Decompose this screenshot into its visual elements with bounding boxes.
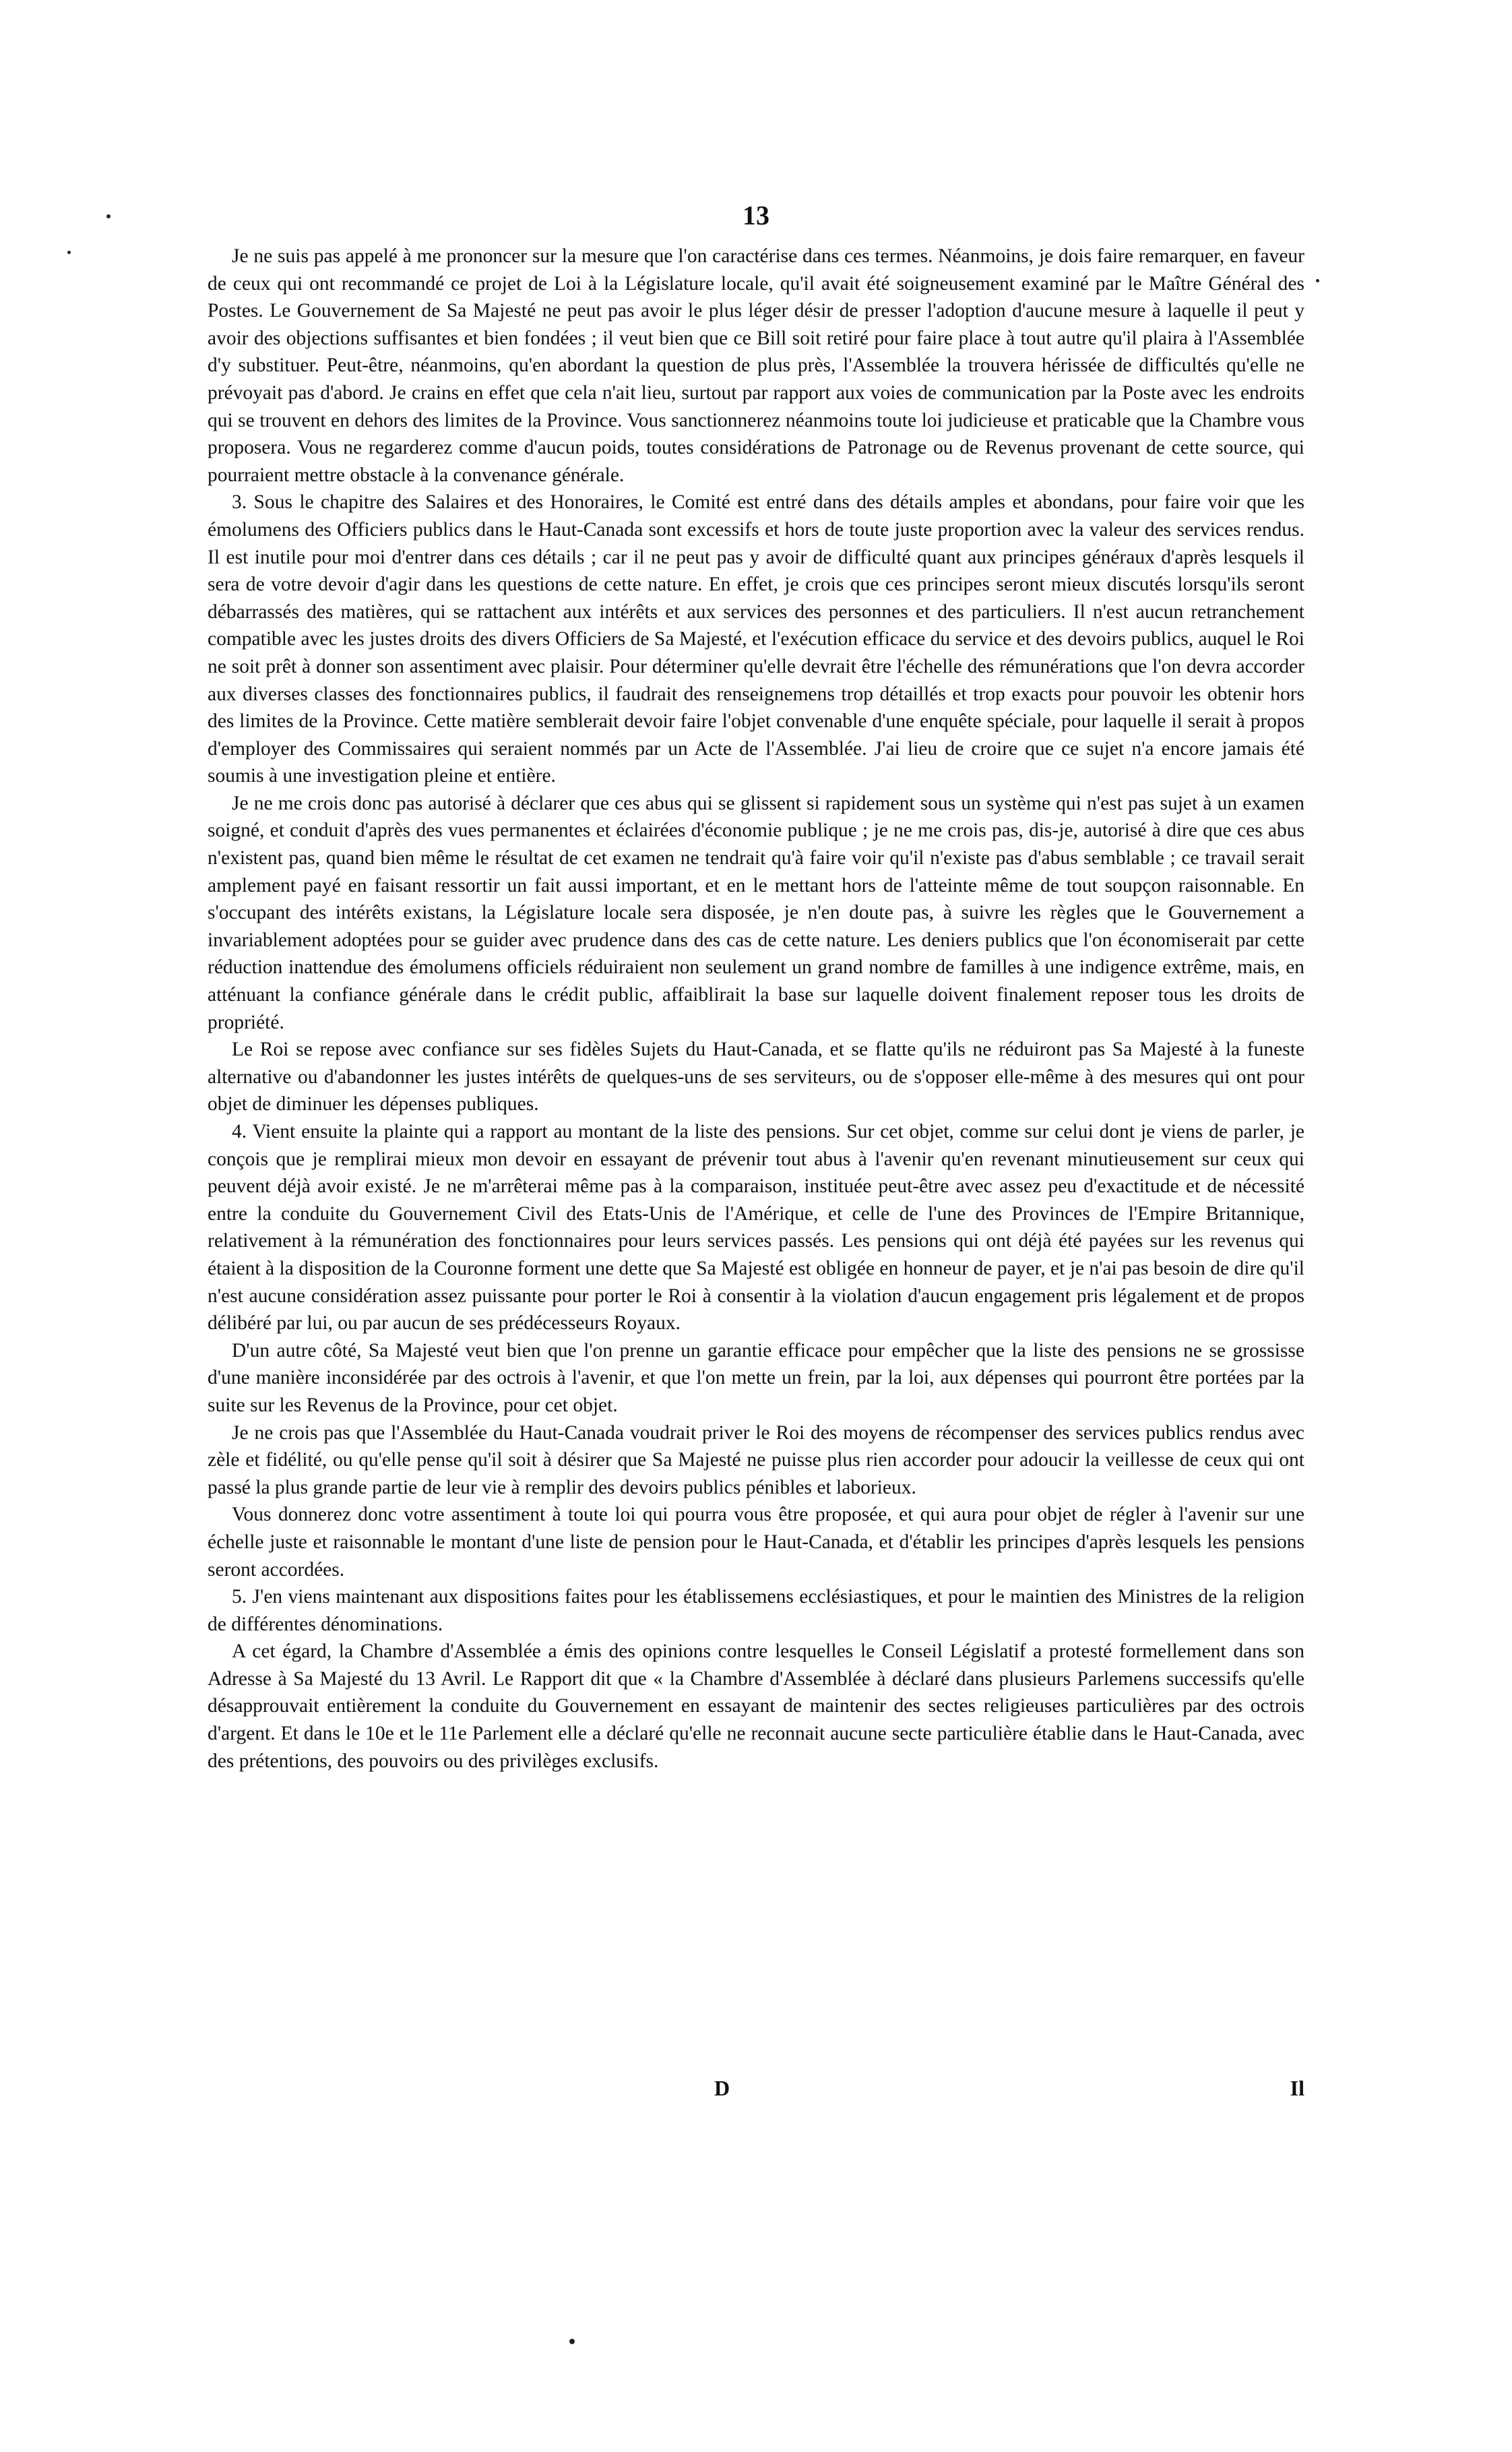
body-text (208, 243, 1304, 1775)
paragraph-2: 3. Sous le chapitre des Salaires et des Honoraires, le Comité est entré dans des détails amples et abondans, pour faire voir que les émolumens des Officiers publics dans le Haut-Canada sont excessifs et hors de toute juste proportion avec la valeur des services rendus. Il est inutile pour moi d'entrer dans ces détails ; car il ne peut pas y avoir de difficulté quant aux principes généraux d'après lesquels il sera de votre devoir d'agir dans les questions de cette nature. En effet, je crois que ces principes seront mieux discutés lorsqu'ils seront débarrassés des matières, qui se rattachent aux intérêts et aux services des personnes et des particuliers. Il n'est aucun retranchement compatible avec les justes droits des divers Officiers de Sa Majesté, et l'exécution efficace du service et des devoirs publics, auquel le Roi ne soit prêt à donner son assentiment avec plaisir. Pour déterminer qu'elle devrait être l'échelle des rémunérations que l'on devra accorder aux diverses classes des fonctionnaires publics, il faudrait des renseignemens trop détaillés et trop exacts pour pouvoir les obtenir hors des limites de la Province. Cette matière semblerait devoir faire l'objet convenable d'une enquête spéciale, pour laquelle il serait à propos d'employer des Commissaires qui seraient nommés par un Acte de l'Assemblée. J'ai lieu de croire que ce sujet n'a encore jamais été soumis à une investigation pleine et entière. (208, 491, 1304, 787)
paragraph-1: Je ne suis pas appelé à me prononcer sur la mesure que l'on caractérise dans ces termes. Néanmoins, je dois faire remarquer, en faveur de ceux qui ont recommandé ce projet de Loi à la Législature locale, qu'il avait été soigneusement examiné par le Maître Général des Postes. Le Gouvernement de Sa Majesté ne peut pas avoir le plus léger désir de presser l'adoption d'aucune mesure à laquelle il peut y avoir des objections suffisantes et bien fondées ; il veut bien que ce Bill soit retiré pour faire place à tout autre qu'il plaira à l'Assemblée d'y substituer. Peut-être, néanmoins, qu'en abordant la question de plus près, l'Assemblée la trouvera hérissée de difficultés qu'elle ne prévoyait pas d'abord. Je crains en effet que cela n'ait lieu, surtout par rapport aux voies de communication par la Poste avec les endroits qui se trouvent en dehors des limites de la Province. Vous sanctionnerez néanmoins toute loi judicieuse et praticable que la Chambre vous proposera. Vous ne regarderez comme d'aucun poids, toutes considérations de Patronage ou de Revenus provenant de cette source, qui pourraient mettre obstacle à la convenance générale. (208, 245, 1304, 486)
paragraph-3: Je ne me crois donc pas autorisé à déclarer que ces abus qui se glissent si rapidement sous un système qui n'est pas sujet à un examen soigné, et conduit d'après des vues permanentes et éclairées d'économie publique ; je ne me crois pas, dis-je, autorisé à dire que ces abus n'existent pas, quand bien même le résultat de cet examen ne tendrait qu'à faire voir qu'il n'existe pas d'abus semblable ; ce travail serait amplement payé en faisant ressortir un fait aussi important, et en le mettant hors de l'atteinte même de tout soupçon raisonnable. En s'occupant des intérêts existans, la Législature locale sera disposée, je n'en doute pas, à suivre les règles que le Gouvernement a invariablement adoptées pour se guider avec prudence dans des cas de cette nature. Les deniers publics que l'on économiserait par cette réduction inattendue des émolumens officiels réduiraient non seulement un grand nombre de familles à une indigence extrême, mais, en atténuant la confiance générale dans le crédit public, affaiblirait la base sur laquelle doivent finalement reposer tous les droits de propriété. (208, 792, 1304, 1033)
signature-mark: D (714, 2076, 730, 2100)
paragraph-8: Vous donnerez donc votre assentiment à toute loi qui pourra vous être proposée, et qui aura pour objet de régler à l'avenir sur une échelle juste et raisonnable le montant d'une liste de pension pour le Haut-Canada, et d'établir les principes d'après lesquels les pensions seront accordées. (208, 1504, 1304, 1581)
paragraph-5: 4. Vient ensuite la plainte qui a rapport au montant de la liste des pensions. Sur cet objet, comme sur celui dont je viens de parler, je conçois que je remplirai mieux mon devoir en essayant de prévenir tout abus à l'avenir qu'en revenant minutieusement sur ceux qui peuvent déjà avoir existé. Je ne m'arrêterai même pas à la comparaison, instituée peut-être avec assez peu d'exactitude et de nécessité entre la conduite du Gouvernement Civil des Etats-Unis de l'Amérique, et celle de l'une des Provinces de l'Empire Britannique, relativement à la rémunération des fonctionnaires pour leurs services passés. Les pensions qui ont déjà été payées sur les revenus qui étaient à la disposition de la Couronne forment une dette que Sa Majesté est obligée en honneur de payer, et je n'ai pas besoin de dire qu'il n'est aucune considération assez puissante pour porter le Roi à consentir à la violation d'aucun engagement pris légalement et de propos délibéré par lui, ou par aucun de ses prédécesseurs Royaux. (208, 1121, 1304, 1335)
paragraph-4: Le Roi se repose avec confiance sur ses fidèles Sujets du Haut-Canada, et se flatte qu'ils ne réduiront pas Sa Majesté à la funeste alternative ou d'abandonner les justes intérêts de quelques-uns de ses serviteurs, ou de s'opposer elle-même à des mesures qui ont pour objet de diminuer les dépenses publiques. (208, 1039, 1304, 1115)
scan-speck-right (1316, 279, 1319, 282)
paragraph-9: 5. J'en viens maintenant aux dispositions faites pour les établissemens ecclésiastiques, et pour le maintien des Ministres de la religion de différentes dénominations. (208, 1586, 1304, 1635)
paragraph-7: Je ne crois pas que l'Assemblée du Haut-Canada voudrait priver le Roi des moyens de récompenser des services publics rendus avec zèle et fidélité, ou qu'elle pense qu'il soit à désirer que Sa Majesté ne puisse plus rien accorder pour adoucir la veillesse de ceux qui ont passé la plus grande partie de leur vie à remplir des devoirs publics pénibles et laborieux. (208, 1421, 1304, 1498)
scan-speck-top-left (106, 214, 111, 218)
scan-speck-left (67, 251, 71, 254)
catchword: Il (1290, 2076, 1304, 2100)
paragraph-6: D'un autre côté, Sa Majesté veut bien que l'on prenne un garantie efficace pour empêcher que la liste des pensions ne se grossisse d'une manière inconsidérée par des octrois à l'avenir, et que l'on mette un frein, par la loi, aux dépenses qui pourront être portées par la suite sur les Revenus de la Province, pour cet objet. (208, 1339, 1304, 1416)
paragraph-10: A cet égard, la Chambre d'Assemblée a émis des opinions contre lesquelles le Conseil Législatif a protesté formellement dans son Adresse à Sa Majesté du 13 Avril. Le Rapport dit que « la Chambre d'Assemblée à déclaré dans plusieurs Parlemens successifs qu'elle désapprouvait entièrement la conduite du Gouvernement en essayant de maintenir des sectes religieuses particulières par des octrois d'argent. Et dans le 10e et le 11e Parlement elle a déclaré qu'elle ne reconnait aucune secte particulière établie dans le Haut-Canada, avec des prétentions, des pouvoirs ou des privilèges exclusifs. (208, 1641, 1304, 1772)
scan-speck-bottom (569, 2339, 575, 2344)
page-number: 13 (743, 200, 769, 231)
page-footer (208, 2076, 1304, 2103)
